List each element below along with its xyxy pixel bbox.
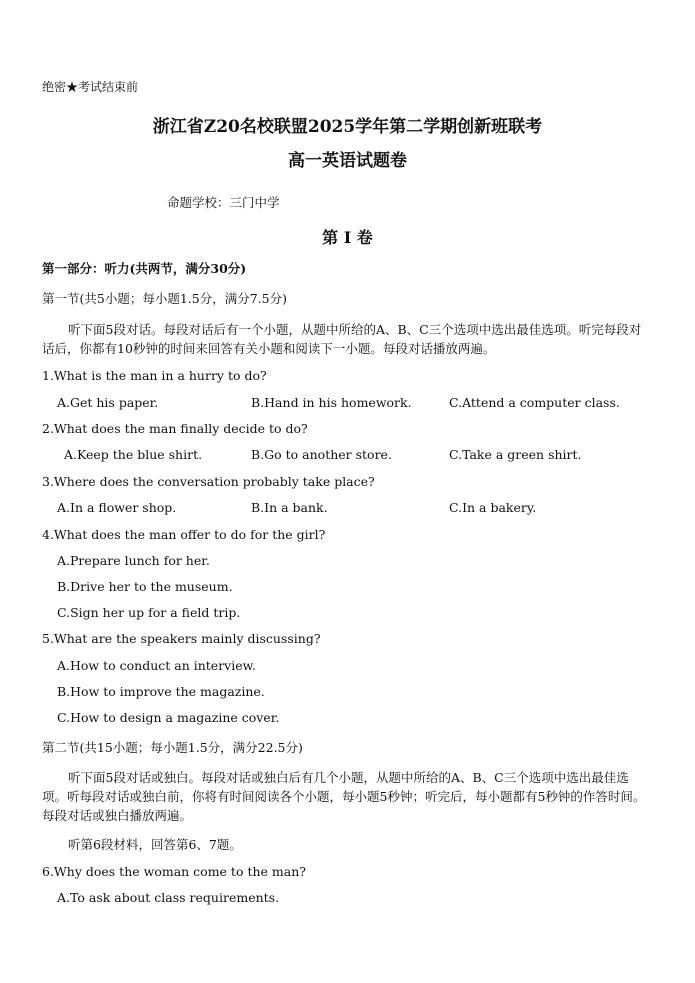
q4-option-a: A.Prepare lunch for her. xyxy=(57,553,210,568)
q5-option-a: A.How to conduct an interview. xyxy=(57,658,256,673)
q1-option-c: C.Attend a computer class. xyxy=(449,395,620,410)
question-3: 3.Where does the conversation probably take place? xyxy=(42,474,375,489)
section1-instructions: 听下面5段对话。每段对话后有一个小题，从题中所给的A、B、C三个选项中选出最佳选项。听完每段对话后，你都有10秒钟的时间来回答有关小题和阅读下一小题。每段对话播放两遍。 xyxy=(42,322,642,356)
question-1: 1.What is the man in a hurry to do? xyxy=(42,368,267,383)
volume-heading: 第 I 卷 xyxy=(322,228,373,247)
q5-option-b: B.How to improve the magazine. xyxy=(57,684,265,699)
q1-option-a: A.Get his paper. xyxy=(57,395,159,410)
q2-option-c: C.Take a green shirt. xyxy=(449,447,582,462)
section2-heading: 第二节(共15小题；每小题1.5分，满分22.5分) xyxy=(42,740,303,755)
question-5: 5.What are the speakers mainly discussing? xyxy=(42,631,321,646)
q3-option-c: C.In a bakery. xyxy=(449,500,537,515)
q2-option-b: B.Go to another store. xyxy=(251,447,392,462)
part1-heading-text: 第一部分：听力(共两节，满分30分) xyxy=(42,261,247,276)
confidential-label: 绝密★考试结束前 xyxy=(42,80,139,94)
q2-option-a: A.Keep the blue shirt. xyxy=(64,447,203,462)
question-2: 2.What does the man finally decide to do? xyxy=(42,421,308,436)
exam-title: 浙江省Z20名校联盟2025学年第二学期创新班联考 xyxy=(152,117,543,137)
q6-option-a: A.To ask about class requirements. xyxy=(57,890,280,905)
q5-option-c: C.How to design a magazine cover. xyxy=(57,710,280,725)
q3-option-b: B.In a bank. xyxy=(251,500,328,515)
section2-instructions: 听下面5段对话或独白。每段对话或独白后有几个小题，从题中所给的A、B、C三个选项中选出最佳选项。听每段对话或独白前，你将有时间阅读各个小题，每小题5秒钟；听完后，每小题都有5秒钟的作答时间。每段对话或独白播放两遍。 xyxy=(42,770,646,823)
q4-option-b: B.Drive her to the museum. xyxy=(57,579,233,594)
material-6-instruction: 听第6段材料，回答第6、7题。 xyxy=(68,837,242,852)
q4-option-c: C.Sign her up for a field trip. xyxy=(57,605,241,620)
school-line: 命题学校：三门中学 xyxy=(167,195,280,210)
paper-subtitle: 高一英语试题卷 xyxy=(288,151,407,171)
section1-heading: 第一节(共5小题；每小题1.5分，满分7.5分) xyxy=(42,291,287,306)
q1-option-b: B.Hand in his homework. xyxy=(251,395,412,410)
q3-option-a: A.In a flower shop. xyxy=(57,500,177,515)
part1-heading xyxy=(42,259,246,277)
question-6: 6.Why does the woman come to the man? xyxy=(42,864,306,879)
question-4: 4.What does the man offer to do for the girl? xyxy=(42,527,326,542)
